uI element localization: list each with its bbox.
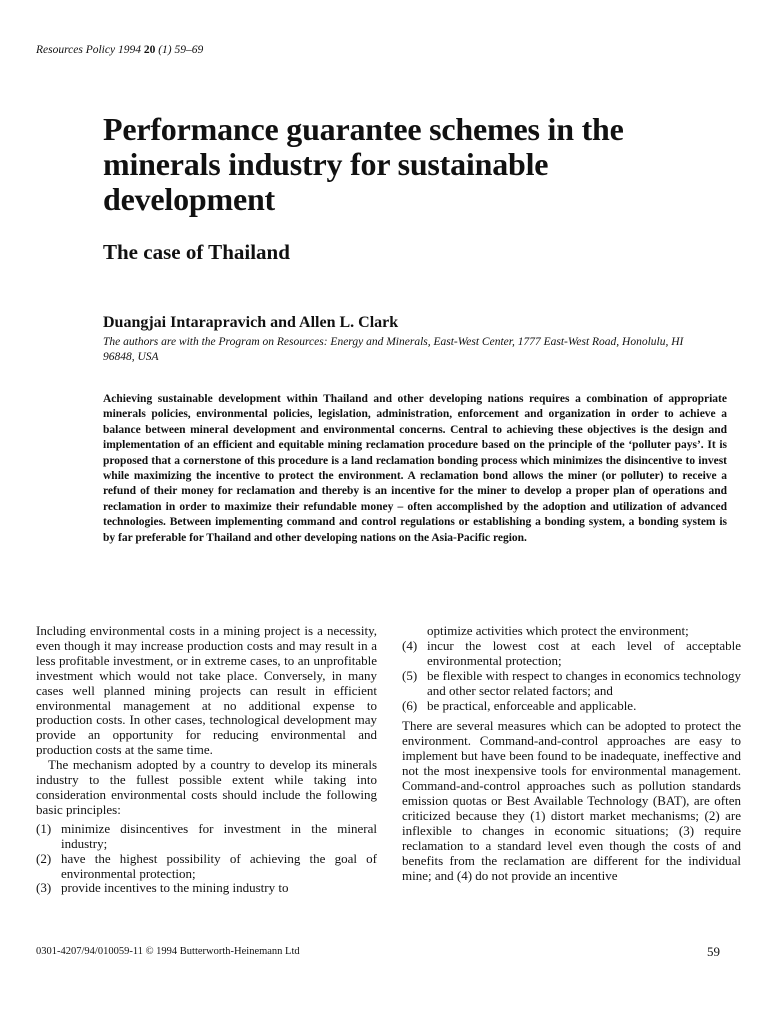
page-number: 59 <box>707 944 720 959</box>
author-affiliation: The authors are with the Program on Resources: Energy and Minerals, East-West Center, 1777 East-West Road, Honolulu, HI 96848, USA <box>103 336 684 363</box>
body-paragraph: There are several measures which can be adopted to protect the environment. Command-and-control approaches are easy to implement but have been found to be inadequate, ineffective and not the most inexpensive tools for environmental management. Command-and-control approaches such as pollution standards emission quotas or Best Available Technology (BAT), are often criticized because they (1) distort market mechanisms; (2) are inflexible to changes in economic situations; (3) require reclamation to a standard level even though the costs of and benefits from the reclamation are different for the individual mine; and (4) do not provide an incentive <box>402 718 741 883</box>
list-item-number: (1) <box>36 820 52 836</box>
list-item-text: be flexible with respect to changes in economics technology and other sector related factors; and <box>427 667 741 698</box>
body-paragraph: The mechanism adopted by a country to develop its minerals industry to the fullest possible extent while taking into consideration environmental costs should include the following basic principles: <box>36 757 377 817</box>
body-column-right <box>402 624 741 883</box>
list-item-text: provide incentives to the mining industry to <box>61 880 289 896</box>
body-column-left <box>36 624 377 896</box>
principles-list-continued <box>402 624 741 713</box>
journal-volume: 20 <box>143 44 156 56</box>
list-item-text: optimize activities which protect the environment; <box>427 623 689 638</box>
list-item-text: minimize disincentives for investment in the mineral industry; <box>61 820 377 851</box>
article-authors: Duangjai Intarapravich and Allen L. Clark <box>103 314 399 331</box>
list-item <box>36 822 377 852</box>
list-item <box>402 669 741 699</box>
list-item-number: (6) <box>402 697 418 713</box>
list-item-text: have the highest possibility of achieving the goal of environmental protection; <box>61 850 377 881</box>
abstract: Achieving sustainable development within Thailand and other developing nations requires a combination of appropriate minerals policies, environmental policies, legislation, administration, enforcement and organization in order to achieve a balance between mineral development and environmental concerns. Central to achieving these objectives is the design and implementation of an efficient and equitable mining reclamation procedure based on the principle of the ‘polluter pays’. It is proposed that a cornerstone of this procedure is a land reclamation bonding process which minimizes the disincentive to invest while maximizing the incentive to protect the environment. A reclamation bond allows the miner (or polluter) to receive a refund of their money for reclamation and thereby is an incentive for the miner to develop a proper plan of operations and reclamation in order to maximize their refundable money – often accomplished by the adoption and utilization of advanced technologies. Between implementing command and control regulations or establishing a bonding system, a bonding system is by far preferable for Thailand and other developing nations on the Asia-Pacific region. <box>103 393 727 544</box>
list-item-number: (2) <box>36 850 52 866</box>
list-item-number: (3) <box>36 880 52 896</box>
journal-citation <box>36 44 203 56</box>
list-item <box>402 699 741 714</box>
body-paragraph: Including environmental costs in a mining project is a necessity, even though it may increase production costs and may result in a less profitable investment, or in extreme cases, to an unprofitable investment which would not take place. Conversely, in many cases well planned mining projects can result in efficient environmental management at no additional expense to production costs. In other cases, technological development may provide an opportunity for reducing environmental and production costs at the same time. <box>36 623 377 758</box>
footer-issn: 0301-4207/94/010059-11 © 1994 Butterworth-Heinemann Ltd <box>36 946 300 957</box>
list-item-number: (5) <box>402 667 418 683</box>
journal-name: Resources Policy <box>36 44 116 56</box>
list-item-number: (4) <box>402 637 418 653</box>
journal-issue-pages: (1) 59–69 <box>158 44 204 56</box>
list-item-text: be practical, enforceable and applicable. <box>427 697 637 713</box>
principles-list <box>36 822 377 897</box>
list-item <box>402 624 741 639</box>
list-item <box>36 881 377 896</box>
list-item <box>402 639 741 669</box>
article-subtitle: The case of Thailand <box>103 240 290 264</box>
article-title: Performance guarantee schemes in the minerals industry for sustainable development <box>103 111 624 217</box>
list-item <box>36 852 377 882</box>
journal-year: 1994 <box>117 44 141 56</box>
list-item-text: incur the lowest cost at each level of acceptable environmental protection; <box>427 637 741 668</box>
